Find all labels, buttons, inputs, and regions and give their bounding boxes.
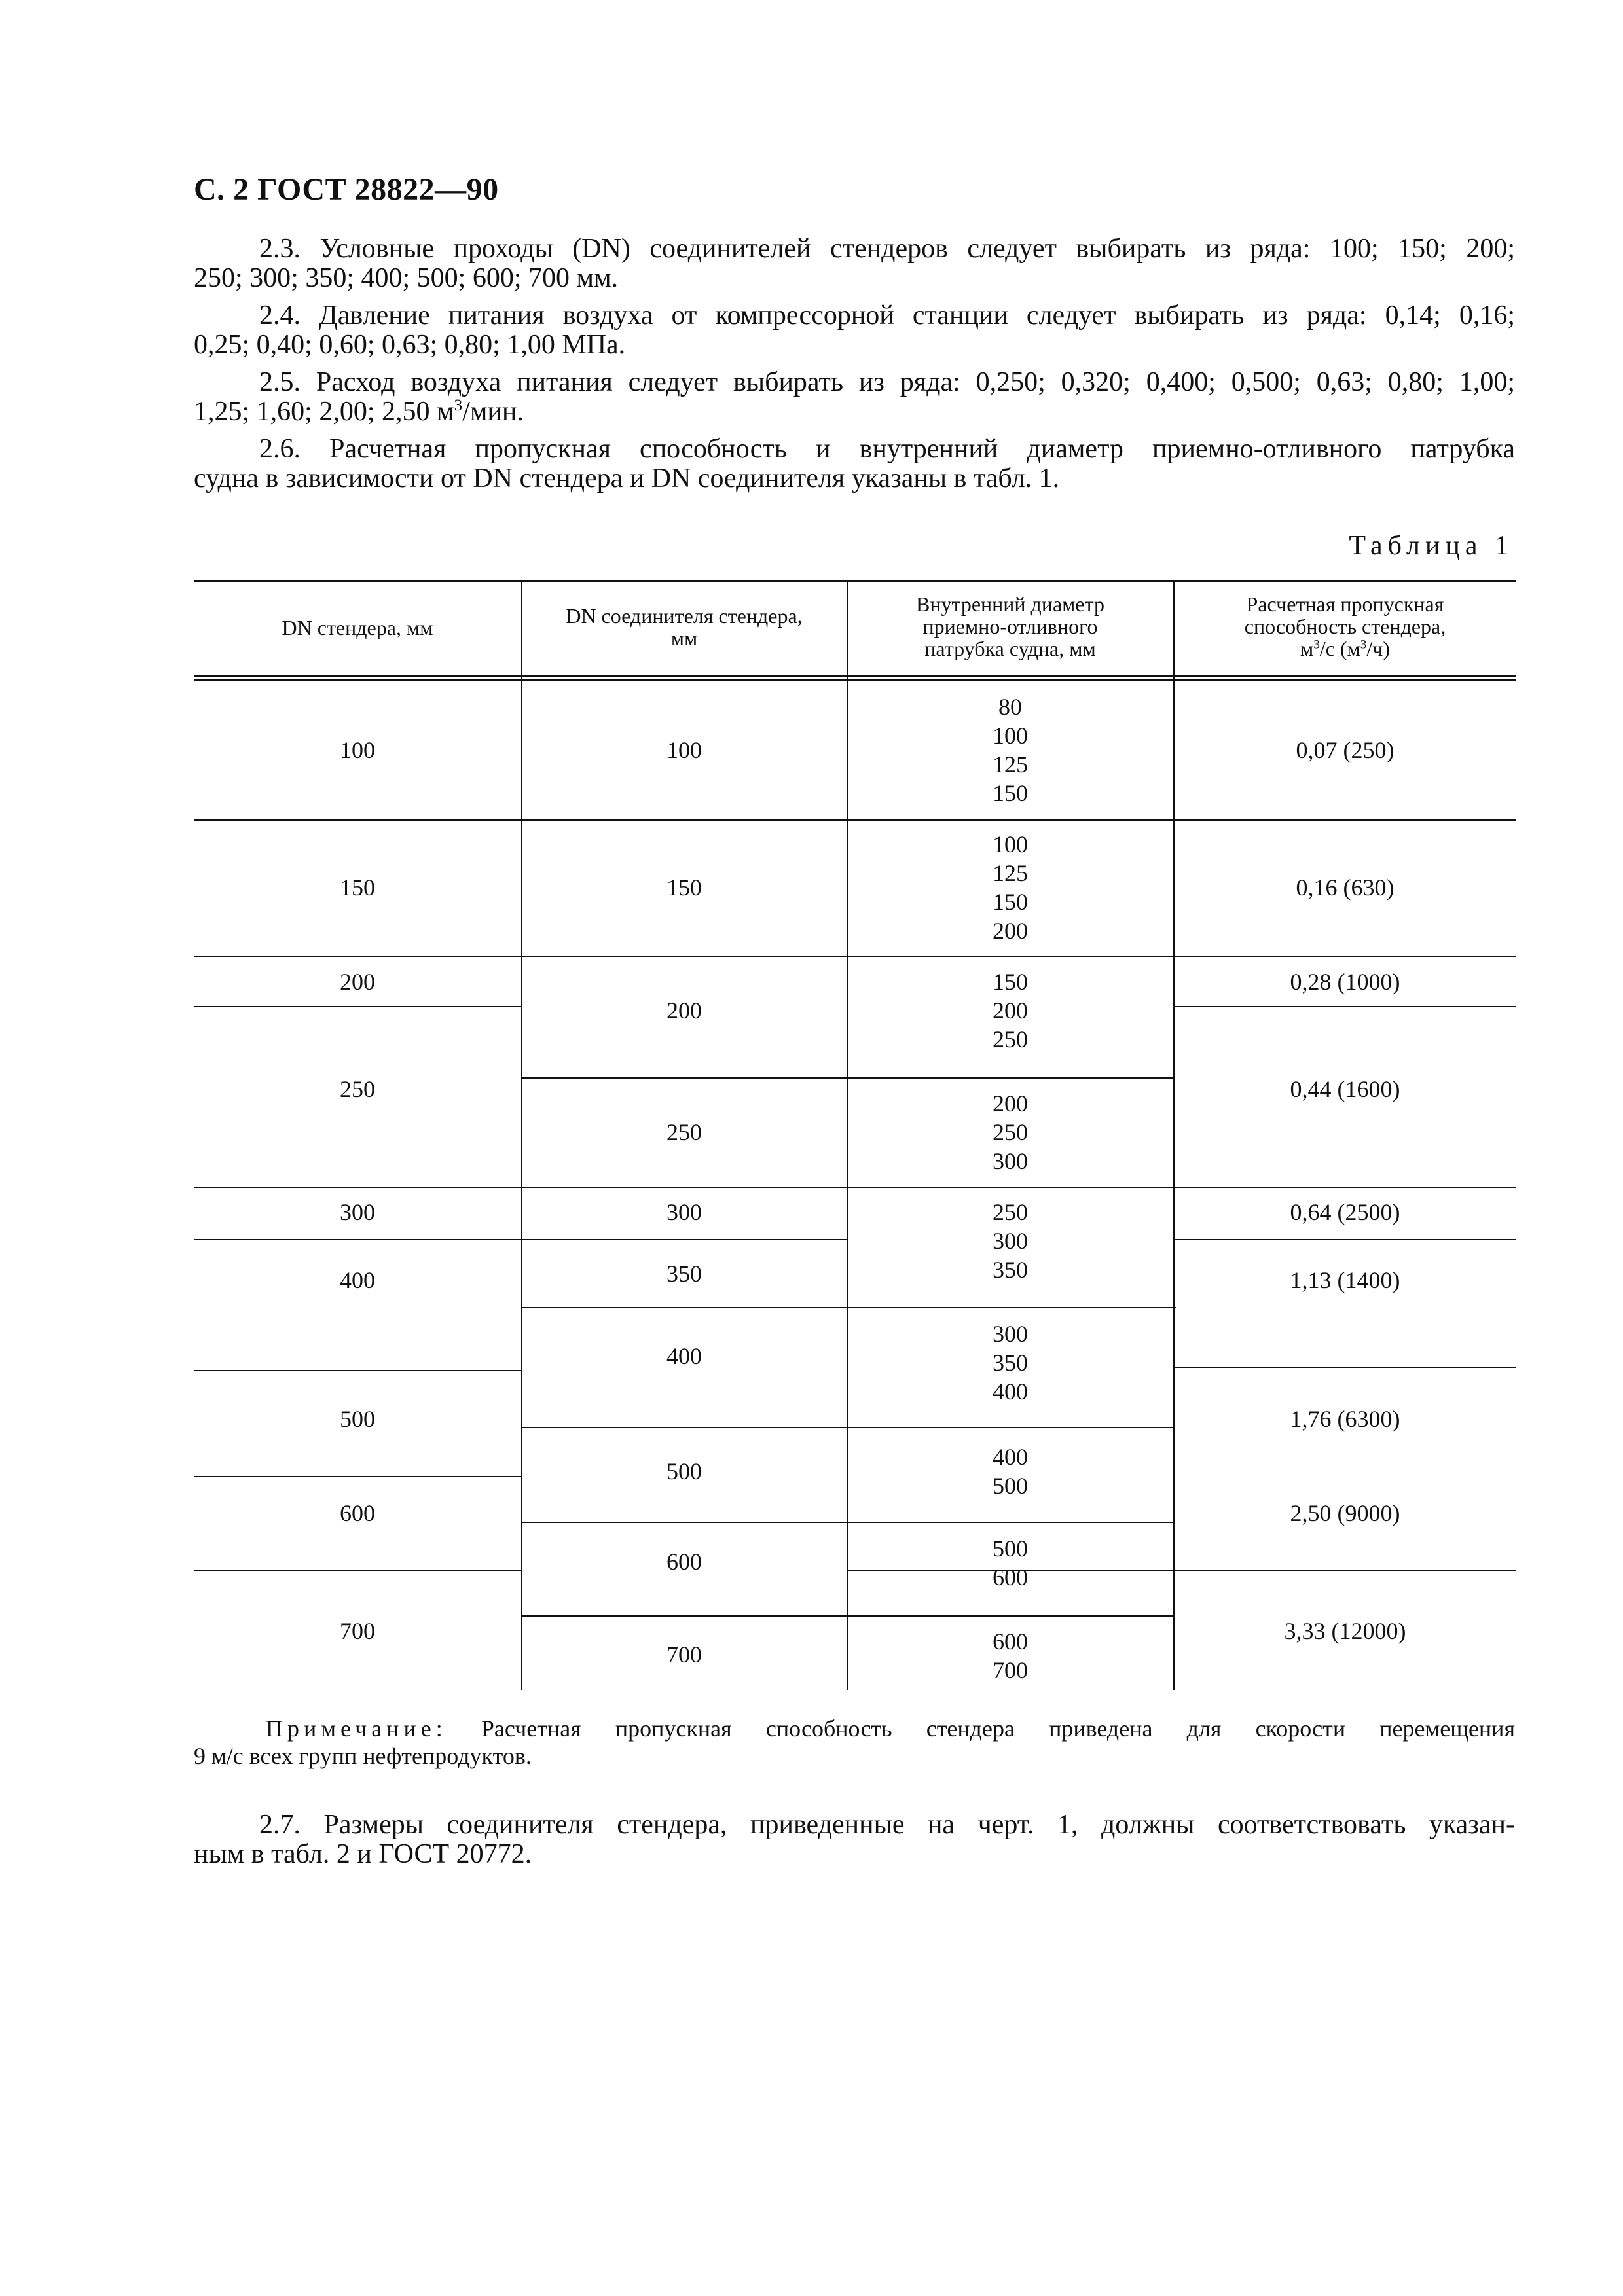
table-cell: 150 (340, 874, 375, 901)
table-cell: 250 300 350 (993, 1199, 1028, 1283)
table-cell: 0,28 (1000) (1290, 969, 1400, 995)
row-divider (194, 1239, 847, 1240)
paragraph-line: 2.4. Давление питания воздуха от компрессорной станции следует выбирать из ряда: 0,14; 0,16; (259, 300, 1515, 331)
row-divider (522, 1077, 1174, 1079)
table-cell: 300 350 400 (993, 1321, 1028, 1405)
table-cell: 150 (666, 874, 702, 901)
table-cell: 300 (340, 1199, 375, 1225)
paragraph-line: 2.3. Условные проходы (DN) соединителей стендеров следует выбирать из ряда: 100; 150; 200; (259, 234, 1515, 264)
table-cell: 600 (340, 1500, 375, 1526)
table-header-border (194, 675, 1516, 677)
table-cell: 400 (340, 1267, 375, 1293)
paragraph-line: 1,25; 1,60; 2,00; 2,50 $м^3$/мин. (194, 397, 524, 427)
table-cell: 0,64 (2500) (1290, 1199, 1400, 1225)
table-note (194, 1715, 1515, 1770)
table-cell: 400 500 (993, 1444, 1028, 1499)
table-cell: 400 (666, 1343, 702, 1369)
table-cell: 700 (666, 1641, 702, 1668)
table-cell: 0,16 (630) (1296, 874, 1395, 901)
row-divider (194, 819, 1516, 821)
note-line: 9 м/с всех групп нефтепродуктов. (194, 1743, 532, 1769)
row-divider (194, 1570, 521, 1571)
table-cell: 200 (340, 969, 375, 995)
table-cell: 150 200 250 (993, 969, 1028, 1052)
paragraph-2-3 (194, 234, 1515, 293)
table-top-border (194, 580, 1516, 582)
note-label: Примечание: (266, 1715, 447, 1742)
note-text: Расчетная пропускная способность стендера приведена для скорости перемещения (447, 1715, 1515, 1742)
table-cell: 0,07 (250) (1296, 737, 1395, 763)
table-cell: 500 (666, 1458, 702, 1484)
row-divider (1174, 1006, 1516, 1007)
table-cell: 100 (340, 737, 375, 763)
header-dn-connector: DN соединителя стендера, мм (566, 604, 803, 650)
row-divider (1174, 1367, 1516, 1368)
paragraph-2-5 (194, 368, 1515, 427)
paragraph-line: ным в табл. 2 и ГОСТ 20772. (194, 1839, 532, 1869)
header-capacity: Расчетная пропускная способность стендера, $м^3/с$ $(м^3/ч)$ (1244, 592, 1446, 660)
table-cell: 250 (340, 1076, 375, 1102)
row-divider (522, 1522, 1174, 1523)
paragraph-line: 250; 300; 350; 400; 500; 600; 700 мм. (194, 263, 619, 293)
table-cell: 3,33 (12000) (1284, 1618, 1406, 1644)
table-cell: 80 100 125 150 (993, 694, 1028, 806)
row-divider (194, 1370, 521, 1371)
row-divider (522, 1307, 1176, 1308)
row-divider (194, 956, 1516, 957)
table-cell: 500 (340, 1406, 375, 1432)
paragraph-2-4 (194, 301, 1515, 360)
page-header: С. 2 ГОСТ 28822—90 (194, 172, 499, 207)
table-cell: 700 (340, 1618, 375, 1644)
table-header-border (194, 679, 1516, 681)
table-cell: 200 250 300 (993, 1090, 1028, 1174)
paragraph-2-7 (194, 1810, 1515, 1869)
row-divider (1174, 1239, 1516, 1240)
table-cell: 200 (666, 997, 702, 1024)
row-divider (522, 1615, 1174, 1617)
paragraph-2-6 (194, 435, 1515, 493)
header-dn-stender: DN стендера, мм (282, 616, 433, 639)
table-cell: 600 (666, 1549, 702, 1575)
row-divider (194, 1006, 521, 1007)
table-cell: 600 700 (993, 1628, 1028, 1683)
table-cell: 500 600 (993, 1535, 1028, 1590)
row-divider (522, 1427, 1174, 1428)
table-cell: 350 (666, 1261, 702, 1287)
table-cell: 100 (666, 737, 702, 763)
table-cell: 250 (666, 1119, 702, 1145)
table-cell: 1,76 (6300) (1290, 1406, 1400, 1432)
paragraph-line: 0,25; 0,40; 0,60; 0,63; 0,80; 1,00 МПа. (194, 330, 626, 360)
row-divider (194, 1187, 1516, 1188)
row-divider (194, 1476, 521, 1477)
table-label: Таблица 1 (1349, 531, 1514, 561)
header-inner-diameter: Внутренний диаметр приемно-отливного патрубка судна, мм (916, 592, 1104, 660)
paragraph-line: судна в зависимости от DN стендера и DN соединителя указаны в табл. 1. (194, 463, 1060, 493)
table-cell: 100 125 150 200 (993, 831, 1028, 944)
table-cell: 1,13 (1400) (1290, 1267, 1400, 1293)
table-cell: 300 (666, 1199, 702, 1225)
paragraph-line: 2.5. Расход воздуха питания следует выбирать из ряда: 0,250; 0,320; 0,400; 0,500; 0,63; 0,80; 1,00; (259, 367, 1515, 397)
paragraph-line: 2.6. Расчетная пропускная способность и внутренний диаметр приемно-отливного патрубка (259, 434, 1515, 464)
table-cell: 2,50 (9000) (1290, 1500, 1400, 1526)
paragraph-line: 2.7. Размеры соединителя стендера, приведенные на черт. 1, должны соответствовать указан- (259, 1810, 1515, 1840)
table-cell: 0,44 (1600) (1290, 1076, 1400, 1102)
